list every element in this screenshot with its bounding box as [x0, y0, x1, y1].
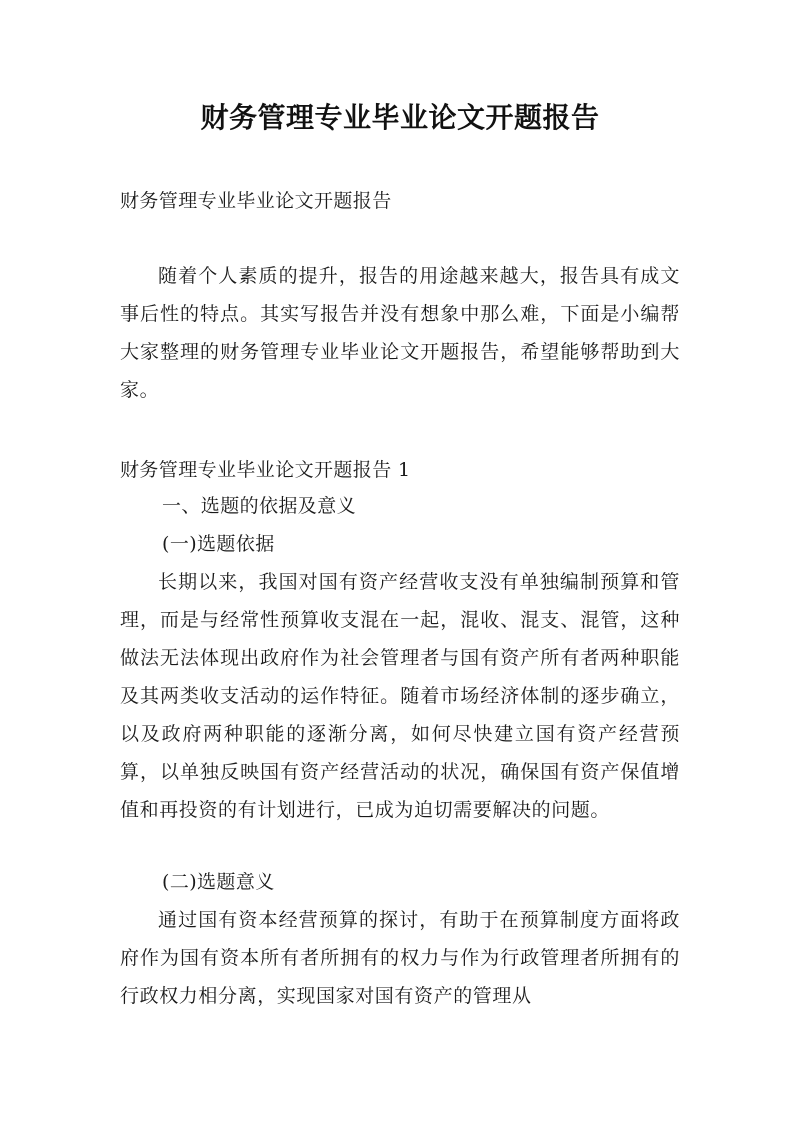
intro-paragraph: 随着个人素质的提升，报告的用途越来越大，报告具有成文事后性的特点。其实写报告并没有想象中那么难，下面是小编帮大家整理的财务管理专业毕业论文开题报告，希望能够帮助到大家。: [120, 265, 680, 401]
subsection-basis-paragraph: 长期以来，我国对国有资产经营收支没有单独编制预算和管理，而是与经常性预算收支混在一起，混收、混支、混管，这种做法无法体现出政府作为社会管理者与国有资产所有者两种职能及其两类收支活动的运作特征。随着市场经济体制的逐步确立，以及政府两种职能的逐渐分离，如何尽快建立国有资产经营预算，以单独反映国有资产经营活动的状况，确保国有资产保值增值和再投资的有计划进行，已成为迫切需要解决的问题。: [120, 571, 680, 821]
document-subtitle: 财务管理专业毕业论文开题报告: [120, 190, 392, 212]
subsection-heading-significance: (二)选题意义: [162, 871, 275, 893]
section-heading-basis-significance: 一、选题的依据及意义: [162, 495, 357, 517]
subsection-significance-paragraph: 通过国有资本经营预算的探讨，有助于在预算制度方面将政府作为国有资本所有者所拥有的权力与作为行政管理者所拥有的行政权力相分离，实现国家对国有资产的管理从: [120, 909, 680, 1007]
report-heading: 财务管理专业毕业论文开题报告 1: [120, 459, 411, 481]
document-title: 财务管理专业毕业论文开题报告: [200, 101, 600, 134]
subsection-heading-basis: (一)选题依据: [162, 533, 275, 555]
